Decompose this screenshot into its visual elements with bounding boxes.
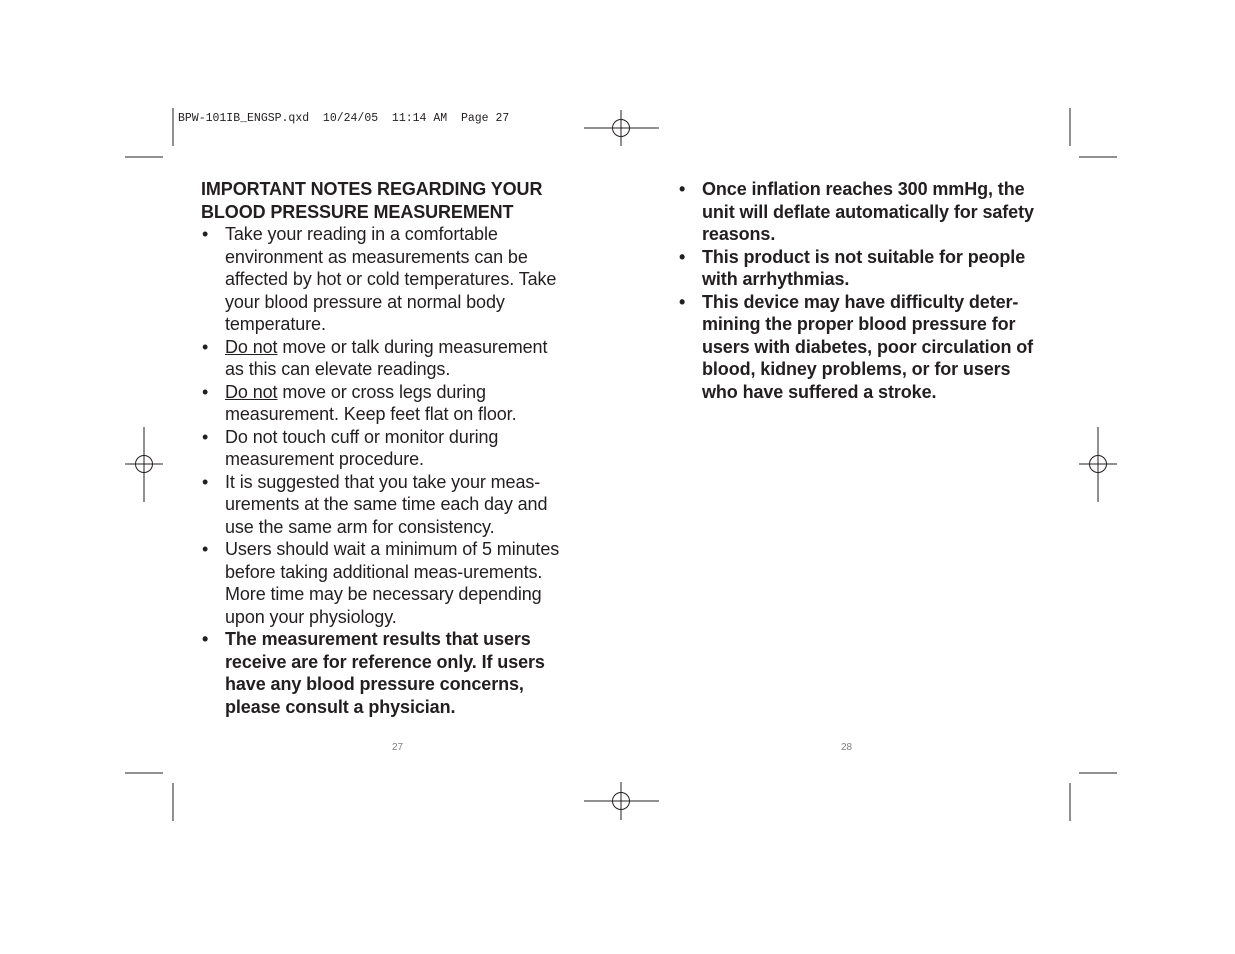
list-item-text: Take your reading in a comfortable environment as measurements can be affected by hot or cold temperatures. Take your blood pressure at normal body temperature. — [225, 224, 557, 334]
list-item-text: move or cross legs during measurement. Keep feet flat on floor. — [225, 381, 517, 424]
list-item — [201, 223, 571, 336]
list-item-text: Once inflation reaches 300 mmHg, the unit will deflate automatically for safety reasons. — [702, 179, 1034, 244]
emphasis-underlined-text: Do not — [225, 336, 278, 357]
bullet-icon: • — [202, 336, 209, 357]
bullet-icon: • — [202, 471, 209, 492]
list-item-text: Users should wait a minimum of 5 minutes before taking additional meas-urements. More time may be necessary depending upon your physiology. — [225, 539, 560, 627]
list-item-text: It is suggested that you take your meas-urements at the same time each day and use the same arm for consistency. — [225, 471, 548, 537]
list-item-text: This product is not suitable for people with arrhythmias. — [702, 246, 1026, 289]
list-item — [201, 336, 571, 381]
list-item-text: Do not touch cuff or monitor during measurement procedure. — [225, 426, 499, 469]
bullet-icon: • — [202, 224, 209, 244]
page-number-left: 27 — [392, 742, 404, 753]
emphasis-underlined-text: Do not — [225, 381, 278, 402]
left-page-column — [201, 178, 571, 718]
list-item — [678, 291, 1050, 404]
bullet-icon: • — [202, 629, 209, 649]
heading-line-1: IMPORTANT NOTES REGARDING YOUR — [201, 179, 543, 199]
list-item-text: move or talk during measurement as this can elevate readings. — [225, 336, 548, 379]
bullet-icon: • — [202, 539, 209, 559]
bullet-icon: • — [679, 246, 686, 267]
list-item — [201, 538, 571, 628]
list-item-bold-notice — [201, 628, 571, 718]
list-item — [678, 246, 1050, 291]
list-item — [201, 426, 571, 471]
registration-mark-top — [584, 110, 659, 146]
section-heading — [201, 178, 571, 223]
page-number-right: 28 — [841, 742, 853, 753]
notes-list — [201, 223, 571, 718]
warnings-list — [678, 178, 1050, 403]
bullet-icon: • — [202, 426, 209, 447]
file-slug-line: BPW-101IB_ENGSP.qxd 10/24/05 11:14 AM Page 27 — [178, 112, 510, 125]
right-page-column — [678, 178, 1050, 403]
list-item — [201, 381, 571, 426]
bullet-icon: • — [679, 179, 686, 199]
registration-mark-left — [125, 427, 163, 502]
list-item-text: The measurement results that users receive are for reference only. If users have any blood pressure concerns, please consult a physician. — [225, 629, 545, 717]
list-item-text: This device may have difficulty deter-mining the proper blood pressure for users with diabetes, poor circulation of blood, kidney problems, or for users who have suffered a stroke. — [702, 291, 1034, 402]
bullet-icon: • — [679, 291, 686, 312]
list-item — [201, 471, 571, 539]
bullet-icon: • — [202, 381, 209, 402]
registration-mark-bottom — [584, 782, 659, 820]
list-item — [678, 178, 1050, 246]
heading-line-2: BLOOD PRESSURE MEASUREMENT — [201, 201, 514, 222]
registration-mark-right — [1079, 427, 1117, 502]
